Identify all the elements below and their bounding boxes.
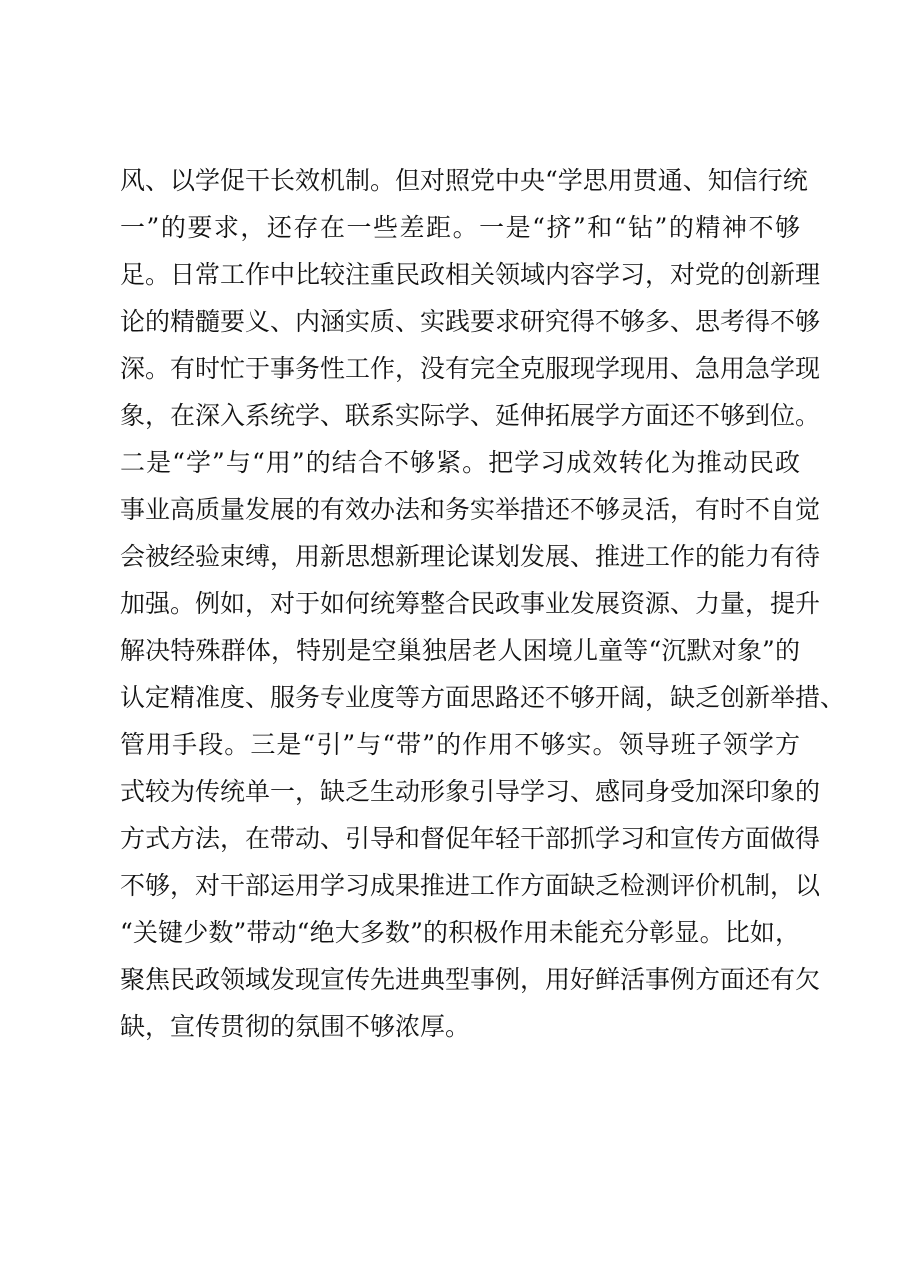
- text-line: 管用手段。三是“引”与“带”的作用不够实。领导班子领学方: [120, 730, 800, 759]
- text-line: 象，在深入系统学、联系实际学、延伸拓展学方面还不够到位。: [120, 401, 821, 430]
- text-line: 解决特殊群体，特别是空巢独居老人困境儿童等“沉默对象”的: [120, 636, 800, 665]
- text-line: 缺，宣传贯彻的氛围不够浓厚。: [120, 1012, 471, 1041]
- text-line: 式较为传统单一，缺乏生动形象引导学习、感同身受加深印象的: [120, 777, 821, 806]
- text-line: 事业高质量发展的有效办法和务实举措还不够灵活，有时不自觉: [120, 495, 821, 524]
- text-line: 论的精髓要义、内涵实质、实践要求研究得不够多、思考得不够: [120, 307, 821, 336]
- text-line: 风、以学促干长效机制。但对照党中央“学思用贯通、知信行统: [120, 166, 808, 195]
- text-line: 足。日常工作中比较注重民政相关领域内容学习，对党的创新理: [120, 260, 821, 289]
- text-line: 二是“学”与“用”的结合不够紧。把学习成效转化为推动民政: [120, 448, 800, 477]
- text-line: “关键少数”带动“绝大多数”的积极作用未能充分彰显。比如，: [120, 918, 800, 947]
- text-line: 认定精准度、服务专业度等方面思路还不够开阔，缺乏创新举措、: [120, 683, 846, 712]
- body-paragraph: [120, 157, 846, 1050]
- text-line: 会被经验束缚，用新思想新理论谋划发展、推进工作的能力有待: [120, 542, 821, 571]
- text-line: 深。有时忙于事务性工作，没有完全克服现学现用、急用急学现: [120, 354, 821, 383]
- text-line: 方式方法，在带动、引导和督促年轻干部抓学习和宣传方面做得: [120, 824, 821, 853]
- text-line: 不够，对干部运用学习成果推进工作方面缺乏检测评价机制，以: [120, 871, 821, 900]
- text-line: 一”的要求，还存在一些差距。一是“挤”和“钻”的精神不够: [120, 213, 800, 242]
- text-line: 加强。例如，对于如何统筹整合民政事业发展资源、力量，提升: [120, 589, 821, 618]
- text-line: 聚焦民政领域发现宣传先进典型事例，用好鲜活事例方面还有欠: [120, 965, 821, 994]
